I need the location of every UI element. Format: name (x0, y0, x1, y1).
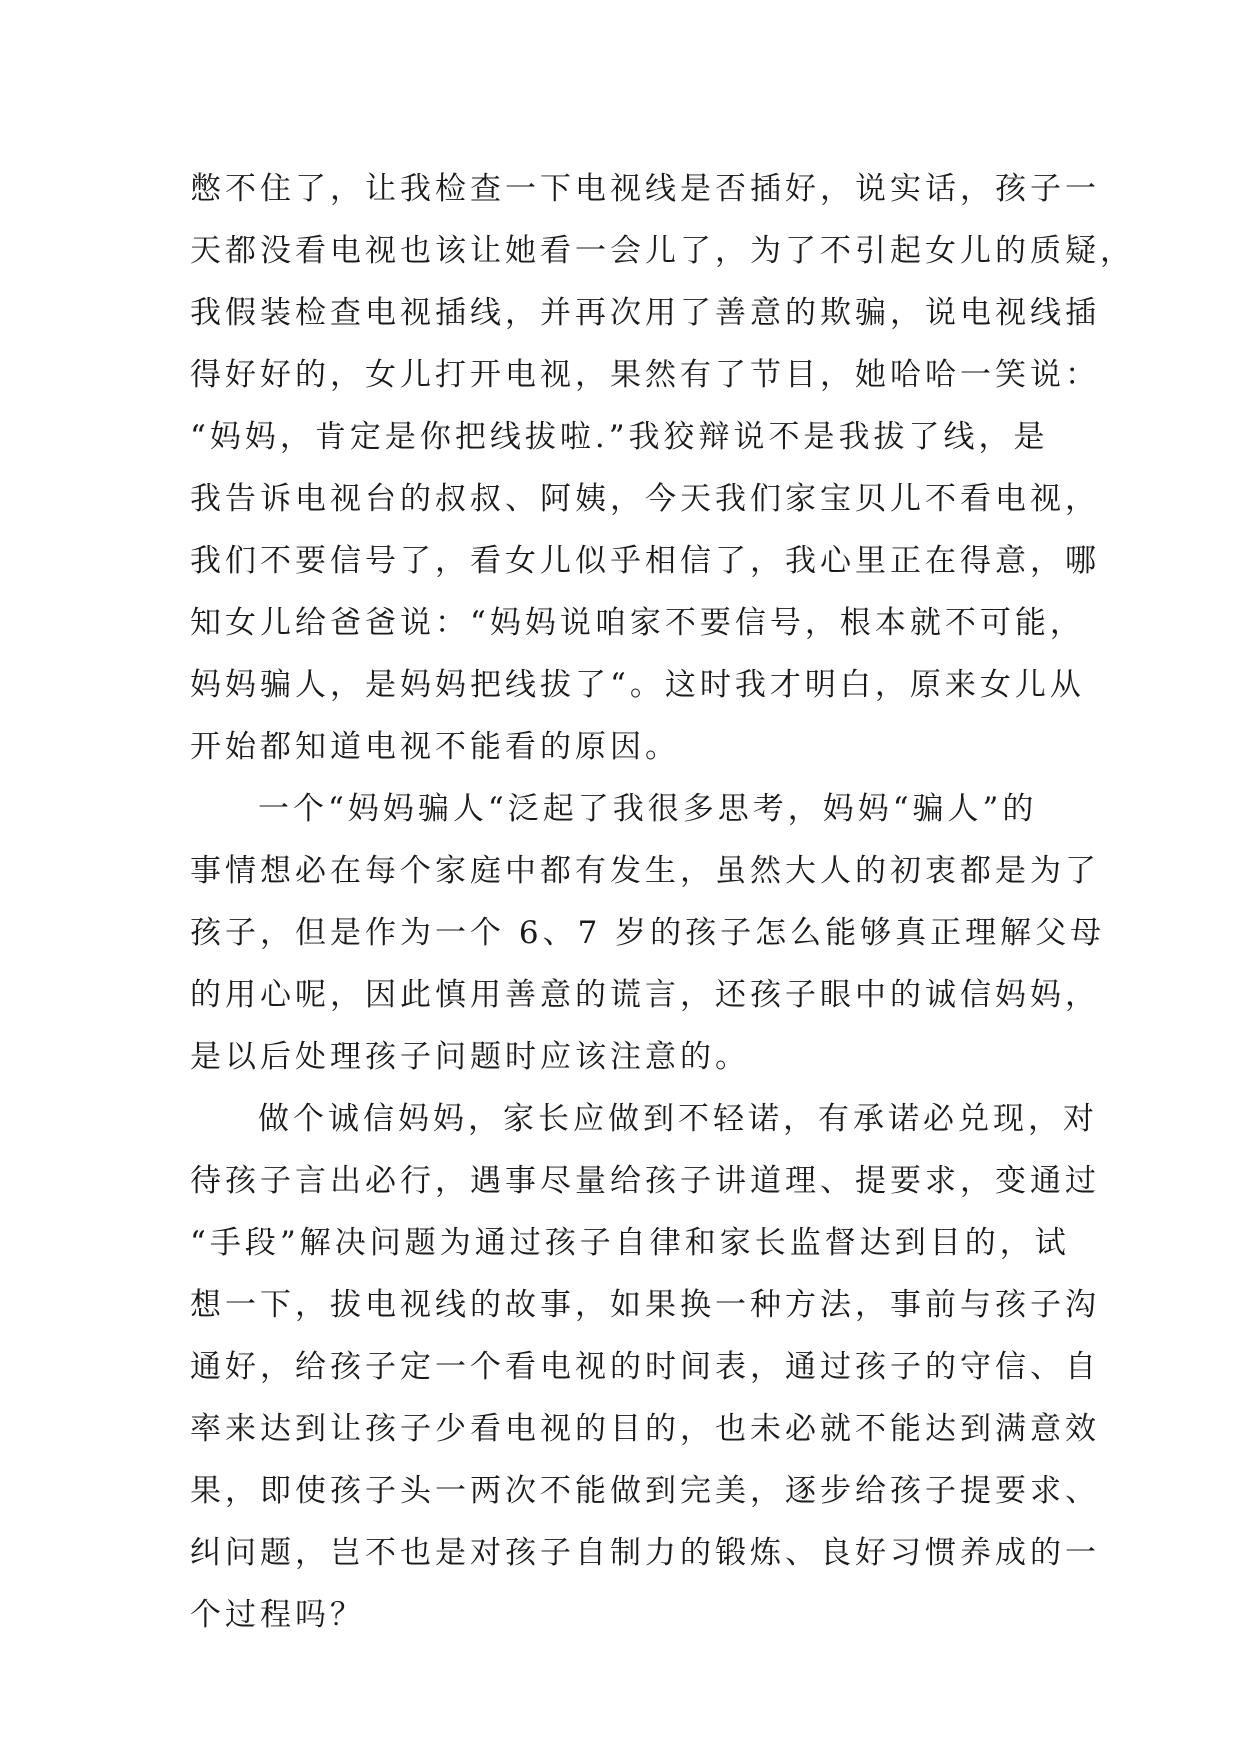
paragraph-1 (190, 158, 1135, 778)
paragraph-line: 的用心呢，因此慎用善意的谎言，还孩子眼中的诚信妈妈， (190, 977, 1100, 1013)
paragraph-first-line: 一个“妈妈骗人“泛起了我很多思考，妈妈“骗人”的 (258, 791, 1038, 827)
paragraph-line: “手段”解决问题为通过孩子自律和家长监督达到目的，试 (190, 1225, 1070, 1261)
paragraph-line: 通好，给孩子定一个看电视的时间表，通过孩子的守信、自 (190, 1349, 1100, 1385)
paragraph-line: 纠问题，岂不也是对孩子自制力的锻炼、良好习惯养成的一 (190, 1535, 1100, 1571)
paragraph-line: 天都没看电视也该让她看一会儿了，为了不引起女儿的质疑， (190, 233, 1135, 269)
paragraph-line: 是以后处理孩子问题时应该注意的。 (190, 1039, 750, 1075)
paragraph-line: 知女儿给爸爸说：“妈妈说咱家不要信号，根本就不可能， (190, 605, 1085, 641)
paragraph-2 (190, 778, 1106, 1088)
paragraph-line: 率来达到让孩子少看电视的目的，也未必就不能达到满意效 (190, 1411, 1100, 1447)
paragraph-line: “妈妈，肯定是你把线拔啦.”我狡辩说不是我拔了线，是 (190, 419, 1049, 455)
paragraph-line: 我假装检查电视插线，并再次用了善意的欺骗，说电视线插 (190, 295, 1100, 331)
paragraph-line: 果，即使孩子头一两次不能做到完美，逐步给孩子提要求、 (190, 1473, 1100, 1509)
document-body (190, 158, 1135, 1646)
paragraph-first-line: 做个诚信妈妈，家长应做到不轻诺，有承诺必兑现，对 (258, 1101, 1098, 1137)
paragraph-line: 我告诉电视台的叔叔、阿姨，今天我们家宝贝儿不看电视， (190, 481, 1100, 517)
paragraph-3 (190, 1088, 1100, 1646)
paragraph-line: 个过程吗？ (190, 1597, 365, 1633)
paragraph-line: 开始都知道电视不能看的原因。 (190, 729, 680, 765)
paragraph-line: 妈妈骗人，是妈妈把线拔了“。这时我才明白，原来女儿从 (190, 667, 1085, 703)
paragraph-line: 得好好的，女儿打开电视，果然有了节目，她哈哈一笑说： (190, 357, 1100, 393)
paragraph-line: 我们不要信号了，看女儿似乎相信了，我心里正在得意，哪 (190, 543, 1100, 579)
paragraph-line: 憋不住了，让我检查一下电视线是否插好，说实话，孩子一 (190, 171, 1100, 207)
paragraph-line: 孩子，但是作为一个 6、7 岁的孩子怎么能够真正理解父母 (190, 915, 1106, 951)
paragraph-line: 待孩子言出必行，遇事尽量给孩子讲道理、提要求，变通过 (190, 1163, 1100, 1199)
paragraph-line: 事情想必在每个家庭中都有发生，虽然大人的初衷都是为了 (190, 853, 1100, 889)
paragraph-line: 想一下，拔电视线的故事，如果换一种方法，事前与孩子沟 (190, 1287, 1100, 1323)
